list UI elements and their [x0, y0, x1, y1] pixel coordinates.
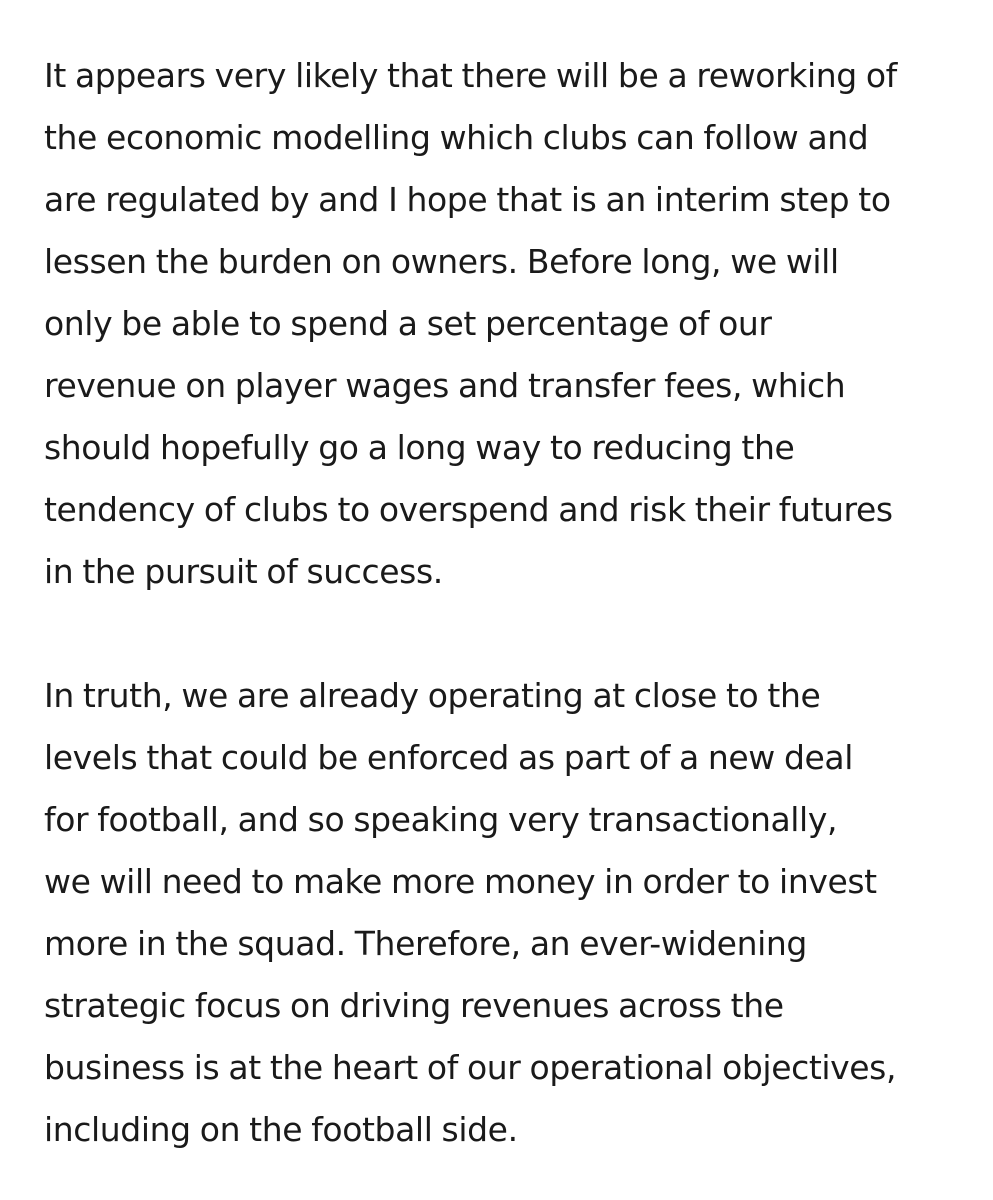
text-line: including on the football side. [44, 1110, 518, 1149]
text-line: tendency of clubs to overspend and risk their futures [44, 490, 893, 529]
text-line: levels that could be enforced as part of a new deal [44, 738, 854, 777]
text-line: in the pursuit of success. [44, 552, 443, 591]
text-line: only be able to spend a set percentage of our [44, 304, 772, 343]
text-line: business is at the heart of our operational objectives, [44, 1048, 897, 1087]
text-line: are regulated by and I hope that is an interim step to [44, 180, 891, 219]
text-line: strategic focus on driving revenues across the [44, 986, 784, 1025]
text-line: should hopefully go a long way to reducing the [44, 428, 795, 467]
text-line: It appears very likely that there will be a reworking of [44, 56, 897, 95]
text-line: more in the squad. Therefore, an ever-widening [44, 924, 807, 963]
text-line: lessen the burden on owners. Before long, we will [44, 242, 839, 281]
paragraph-2 [44, 665, 974, 1161]
text-line: for football, and so speaking very transactionally, [44, 800, 838, 839]
text-line: In truth, we are already operating at close to the [44, 676, 821, 715]
text-line: revenue on player wages and transfer fees, which [44, 366, 846, 405]
paragraph-1 [44, 45, 974, 603]
text-line: the economic modelling which clubs can follow and [44, 118, 869, 157]
article-body [44, 45, 974, 1161]
text-line: we will need to make more money in order to invest [44, 862, 877, 901]
